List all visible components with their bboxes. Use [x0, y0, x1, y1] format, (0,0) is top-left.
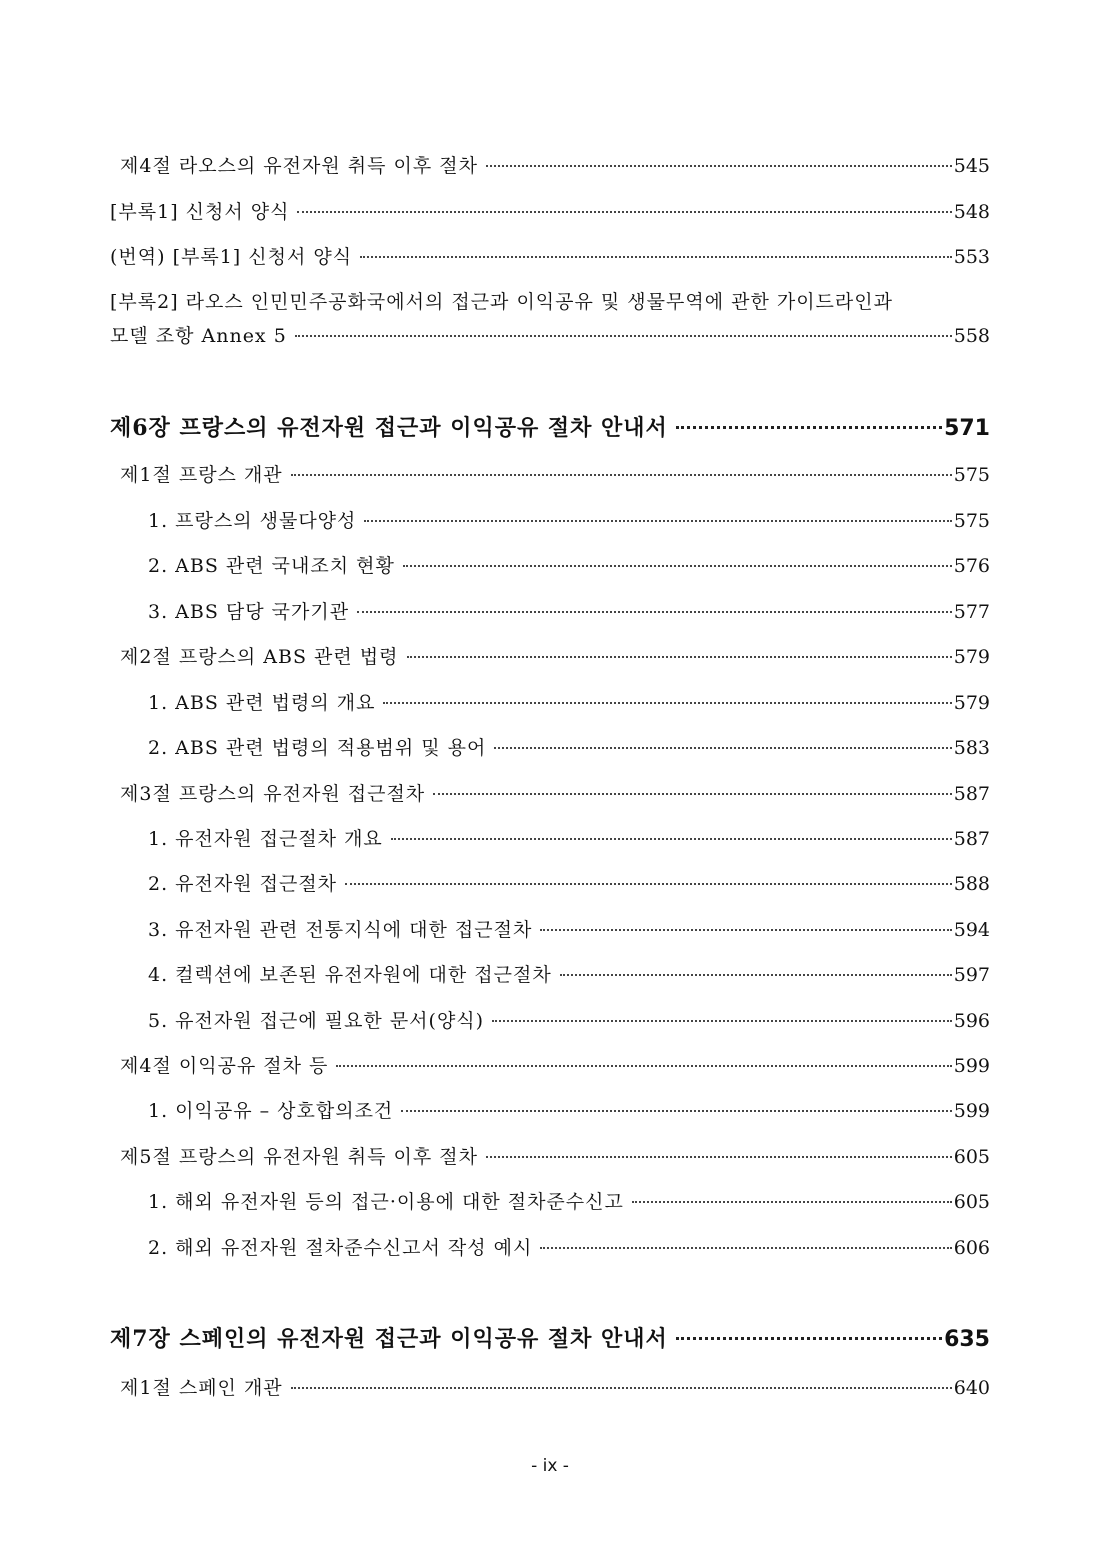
toc-entry-subsection[interactable] — [148, 1099, 990, 1123]
toc-entry-label: 2. ABS 관련 국내조치 현황 — [148, 555, 395, 577]
toc-entry-subsection[interactable] — [148, 1236, 990, 1260]
toc-entry-page: 575 — [953, 464, 990, 486]
toc-entry-page: 599 — [953, 1055, 990, 1077]
toc-entry-page: 571 — [944, 416, 990, 441]
toc-entry-appendix[interactable] — [110, 324, 990, 348]
toc-entry-label-line1: [부록2] 라오스 인민민주공화국에서의 접근과 이익공유 및 생물무역에 관한 가이드라인과 — [110, 291, 893, 313]
toc-entry-page: 587 — [953, 828, 990, 850]
toc-entry-section[interactable] — [120, 463, 990, 487]
toc-entry-page: 583 — [953, 737, 990, 759]
dot-leader — [676, 1337, 942, 1340]
dot-leader — [632, 1201, 952, 1203]
dot-leader — [364, 520, 951, 522]
toc-entry-label: (번역) [부록1] 신청서 양식 — [110, 246, 353, 268]
toc-entry-label: 제5절 프랑스의 유전자원 취득 이후 절차 — [120, 1146, 478, 1168]
toc-entry-page: 605 — [953, 1146, 990, 1168]
dot-leader — [407, 656, 952, 658]
toc-entry-label: 3. ABS 담당 국가기관 — [148, 601, 350, 623]
toc-entry-page: 640 — [953, 1377, 990, 1399]
toc-entry-section[interactable] — [120, 1145, 990, 1169]
toc-entry-label: 1. 유전자원 접근절차 개요 — [148, 828, 383, 850]
toc-entry-label: 제4절 이익공유 절차 등 — [120, 1055, 329, 1077]
toc-entry-subsection[interactable] — [148, 827, 990, 851]
dot-leader — [291, 1387, 952, 1389]
toc-entry-label: 1. 프랑스의 생물다양성 — [148, 510, 357, 532]
toc-entry-appendix[interactable] — [110, 245, 990, 269]
toc-entry-page: 599 — [953, 1100, 990, 1122]
toc-entry-page: 576 — [953, 555, 990, 577]
dot-leader — [486, 165, 952, 167]
dot-leader — [560, 974, 952, 976]
toc-entry-label: 모델 조항 Annex 5 — [110, 325, 287, 347]
dot-leader — [357, 611, 952, 613]
dot-leader — [297, 211, 951, 213]
toc-entry-label: 1. 해외 유전자원 등의 접근·이용에 대한 절차준수신고 — [148, 1191, 624, 1213]
toc-entry-page: 587 — [953, 783, 990, 805]
toc-entry-subsection[interactable] — [148, 509, 990, 533]
toc-entry-section[interactable] — [120, 154, 990, 178]
toc-entry-label: 제1절 스페인 개관 — [120, 1377, 283, 1399]
toc-entry-label: 제3절 프랑스의 유전자원 접근절차 — [120, 783, 426, 805]
dot-leader — [360, 256, 952, 258]
toc-entry-section[interactable] — [120, 782, 990, 806]
toc-entry-page: 548 — [953, 201, 990, 223]
toc-entry-page: 545 — [953, 155, 990, 177]
toc-entry-label: 1. 이익공유 – 상호합의조건 — [148, 1100, 394, 1122]
toc-entry-label: 5. 유전자원 접근에 필요한 문서(양식) — [148, 1010, 485, 1032]
toc-entry-subsection[interactable] — [148, 736, 990, 760]
dot-leader — [540, 929, 951, 931]
toc-entry-page: 597 — [953, 964, 990, 986]
dot-leader — [433, 793, 952, 795]
toc-entry-page: 579 — [953, 646, 990, 668]
toc-entry-label: 4. 컬렉션에 보존된 유전자원에 대한 접근절차 — [148, 964, 552, 986]
toc-entry-page: 635 — [944, 1327, 990, 1352]
dot-leader — [494, 747, 951, 749]
toc-entry-page: 588 — [953, 873, 990, 895]
toc-entry-page: 606 — [953, 1237, 990, 1259]
dot-leader — [391, 838, 952, 840]
toc-entry-subsection[interactable] — [148, 554, 990, 578]
toc-entry-subsection[interactable] — [148, 918, 990, 942]
toc-entry-page: 553 — [953, 246, 990, 268]
toc-entry-section[interactable] — [120, 645, 990, 669]
toc-entry-section[interactable] — [120, 1054, 990, 1078]
dot-leader — [486, 1156, 952, 1158]
toc-entry-page: 596 — [953, 1010, 990, 1032]
dot-leader — [403, 565, 952, 567]
toc-entry-label: 1. ABS 관련 법령의 개요 — [148, 692, 376, 714]
toc-entry-subsection[interactable] — [148, 691, 990, 715]
dot-leader — [295, 335, 952, 337]
toc-entry-label: 2. ABS 관련 법령의 적용범위 및 용어 — [148, 737, 487, 759]
toc-entry-label: 제1절 프랑스 개관 — [120, 464, 283, 486]
toc-entry-label: 제2절 프랑스의 ABS 관련 법령 — [120, 646, 399, 668]
dot-leader — [336, 1065, 951, 1067]
toc-entry-section[interactable] — [120, 1376, 990, 1400]
dot-leader — [383, 702, 951, 704]
toc-entry-page: 577 — [953, 601, 990, 623]
toc-entry-label: 제7장 스페인의 유전자원 접근과 이익공유 절차 안내서 — [110, 1326, 668, 1352]
toc-entry-page: 558 — [953, 325, 990, 347]
toc-entry-label: 3. 유전자원 관련 전통지식에 대한 접근절차 — [148, 919, 533, 941]
toc-entry-label: 2. 해외 유전자원 절차준수신고서 작성 예시 — [148, 1237, 533, 1259]
toc-entry-page: 575 — [953, 510, 990, 532]
dot-leader — [540, 1247, 951, 1249]
toc-entry-label: [부록1] 신청서 양식 — [110, 201, 290, 223]
toc-entry-subsection[interactable] — [148, 963, 990, 987]
page-number-footer: - ix - — [531, 1456, 569, 1476]
toc-entry-page: 605 — [953, 1191, 990, 1213]
toc-entry-subsection[interactable] — [148, 1190, 990, 1214]
dot-leader — [401, 1110, 951, 1112]
toc-entry-subsection[interactable] — [148, 1009, 990, 1033]
dot-leader — [492, 1020, 952, 1022]
toc-entry-appendix[interactable] — [110, 200, 990, 224]
toc-entry-label: 제6장 프랑스의 유전자원 접근과 이익공유 절차 안내서 — [110, 415, 668, 441]
toc-entry-chapter[interactable] — [110, 1327, 990, 1352]
toc-entry-label: 제4절 라오스의 유전자원 취득 이후 절차 — [120, 155, 478, 177]
dot-leader — [676, 426, 942, 429]
toc-entry-chapter[interactable] — [110, 416, 990, 441]
toc-entry-subsection[interactable] — [148, 600, 990, 624]
toc-entry-subsection[interactable] — [148, 872, 990, 896]
toc-entry-page: 594 — [953, 919, 990, 941]
dot-leader — [291, 474, 952, 476]
toc-entry-page: 579 — [953, 692, 990, 714]
dot-leader — [345, 883, 952, 885]
toc-entry-label: 2. 유전자원 접근절차 — [148, 873, 338, 895]
